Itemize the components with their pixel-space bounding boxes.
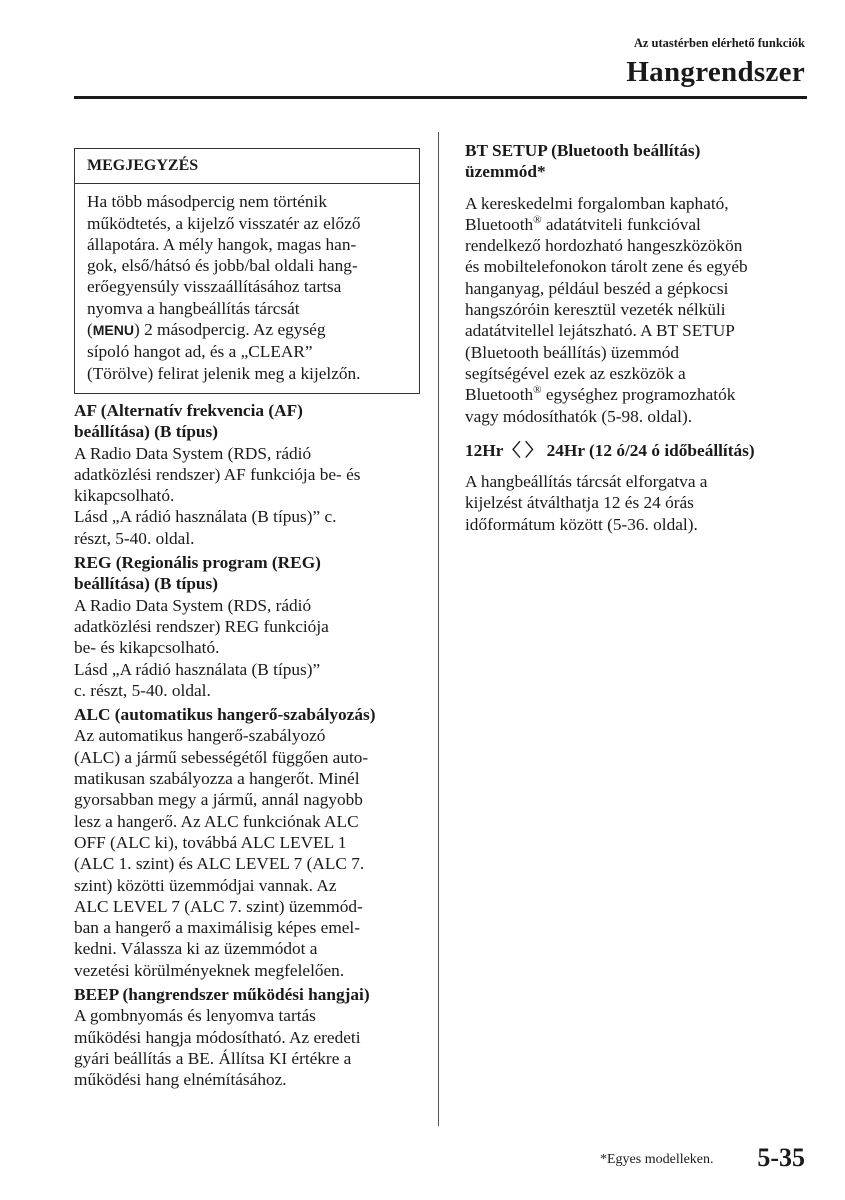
section-text (74, 1005, 420, 1090)
header-rule (74, 96, 807, 99)
footnote: *Egyes modelleken. (600, 1152, 714, 1167)
note-line: sípoló hangot ad, és a „CLEAR” (87, 342, 313, 362)
text-line: gyári beállítás a BE. Állítsa KI értékre a (74, 1048, 352, 1068)
heading-line: ALC (automatikus hangerő-szabályozás) (74, 705, 376, 725)
text-line: hanganyag, például beszéd a gépkocsi (465, 278, 729, 298)
text-line: vezetési körülményeknek megfelelően. (74, 960, 345, 980)
note-line: nyomva a hangbeállítás tárcsát (87, 298, 300, 318)
text-line: lesz a hangerő. Az ALC funkciónak ALC (74, 811, 359, 831)
section-bt-setup (465, 140, 805, 427)
text-line: adatátvitellel lejátszható. A BT SETUP (465, 321, 735, 341)
text-line: adatközlési rendszer) REG funkciója (74, 616, 329, 636)
text-line: Az automatikus hangerő-szabályozó (74, 726, 326, 746)
text-line: A Radio Data System (RDS, rádió (74, 443, 312, 463)
text-fragment: adatátviteli funkcióval (541, 214, 701, 234)
section-heading: 12Hr〈 〉 24Hr (12 ó/24 ó időbeállítás) (465, 440, 755, 460)
text-line: vagy módosíthatók (5-98. oldal). (465, 406, 693, 426)
section-text (74, 725, 420, 981)
text-line: (ALC) a jármű sebességétől függően auto- (74, 747, 369, 767)
section-heading (74, 552, 420, 595)
text-line: kikapcsolható. (74, 486, 175, 506)
heading-line: üzemmód* (465, 162, 546, 182)
section-text (74, 595, 420, 701)
text-line: részt, 5-40. oldal. (74, 528, 195, 548)
note-box (74, 148, 420, 394)
section-beep (74, 984, 420, 1090)
section-header: Az utastérben elérhető funkciók (633, 36, 805, 50)
bluetooth-word: Bluetooth (465, 214, 534, 234)
note-line: erőegyensúly visszaállításához tartsa (87, 277, 342, 297)
section-text (465, 193, 805, 427)
text-line: (Bluetooth beállítás) üzemmód (465, 342, 680, 362)
section-heading (465, 140, 805, 183)
section-clock-format (465, 440, 805, 535)
note-menu-line (87, 319, 407, 341)
column-divider (438, 132, 439, 1126)
menu-open-paren: ( (87, 320, 93, 340)
text-line: segítségével ezek az eszközök a (465, 363, 686, 383)
text-line: hangszóróin keresztül vezeték nélküli (465, 300, 726, 320)
menu-button-label: MENU (92, 322, 134, 339)
text-fragment: egységhez programozhatók (541, 385, 736, 405)
left-column (74, 148, 420, 1093)
text-line: adatközlési rendszer) AF funkciója be- és (74, 464, 361, 484)
text-line: c. részt, 5-40. oldal. (74, 680, 211, 700)
note-line: Ha több másodpercig nem történik (87, 192, 327, 212)
text-line: időformátum között (5-36. oldal). (465, 514, 698, 534)
text-line: működési hang elnémításához. (74, 1070, 287, 1090)
section-heading (74, 984, 420, 1005)
text-line: OFF (ALC ki), továbbá ALC LEVEL 1 (74, 832, 347, 852)
note-title: MEGJEGYZÉS (75, 149, 419, 184)
text-line: ALC LEVEL 7 (ALC 7. szint) üzemmód- (74, 896, 363, 916)
text-line: A kereskedelmi forgalomban kapható, (465, 193, 729, 213)
note-line: (Törölve) felirat jelenik meg a kijelzőn. (87, 363, 361, 383)
note-body (75, 184, 419, 393)
menu-rest-text: ) 2 másodpercig. Az egység (134, 320, 326, 340)
text-line: Lásd „A rádió használata (B típus)” c. (74, 507, 337, 527)
section-text (465, 471, 805, 535)
note-line: gok, első/hátsó és jobb/bal oldali hang- (87, 256, 358, 276)
section-reg (74, 552, 420, 701)
text-line: kedni. Válassza ki az üzemmódot a (74, 939, 318, 959)
section-alc (74, 704, 420, 981)
section-text (74, 443, 420, 549)
text-line: (ALC 1. szint) és ALC LEVEL 7 (ALC 7. (74, 854, 365, 874)
section-heading (74, 704, 420, 725)
registered-mark: ® (533, 214, 542, 227)
page-title: Hangrendszer (626, 56, 805, 88)
section-af (74, 400, 420, 549)
text-line: matikusan szabályozza a hangerőt. Minél (74, 769, 360, 789)
bluetooth-word: Bluetooth (465, 385, 534, 405)
text-line: A Radio Data System (RDS, rádió (74, 595, 312, 615)
right-column (465, 140, 805, 548)
note-line: állapotára. A mély hangok, magas han- (87, 234, 357, 254)
text-line: gyorsabban megy a jármű, annál nagyobb (74, 790, 363, 810)
heading-line: BT SETUP (Bluetooth beállítás) (465, 141, 701, 160)
heading-line: beállítása) (B típus) (74, 574, 219, 594)
text-line: rendelkező hordozható hangeszközökön (465, 236, 743, 256)
text-line: A hangbeállítás tárcsát elforgatva a (465, 472, 708, 492)
heading-line: BEEP (hangrendszer működési hangjai) (74, 984, 370, 1004)
text-line: és mobiltelefonokon tárolt zene és egyéb (465, 257, 748, 277)
note-line: működtetés, a kijelző visszatér az előző (87, 213, 361, 233)
section-heading (74, 400, 420, 443)
heading-line: beállítása) (B típus) (74, 422, 219, 442)
registered-mark: ® (533, 384, 542, 397)
text-line: szint) közötti üzemmódjai vannak. Az (74, 875, 337, 895)
text-line: kijelzést átválthatja 12 és 24 órás (465, 493, 694, 513)
page-number: 5-35 (757, 1143, 805, 1172)
text-line (465, 214, 805, 235)
heading-line: AF (Alternatív frekvencia (AF) (74, 400, 303, 420)
text-line (465, 384, 805, 405)
text-line: be- és kikapcsolható. (74, 638, 220, 658)
heading-line: REG (Regionális program (REG) (74, 553, 321, 573)
text-line: A gombnyomás és lenyomva tartás (74, 1006, 316, 1026)
text-line: ban a hangerő a maximálisig képes emel- (74, 918, 360, 938)
text-line: működési hangja módosítható. Az eredeti (74, 1027, 361, 1047)
text-line: Lásd „A rádió használata (B típus)” (74, 659, 321, 679)
